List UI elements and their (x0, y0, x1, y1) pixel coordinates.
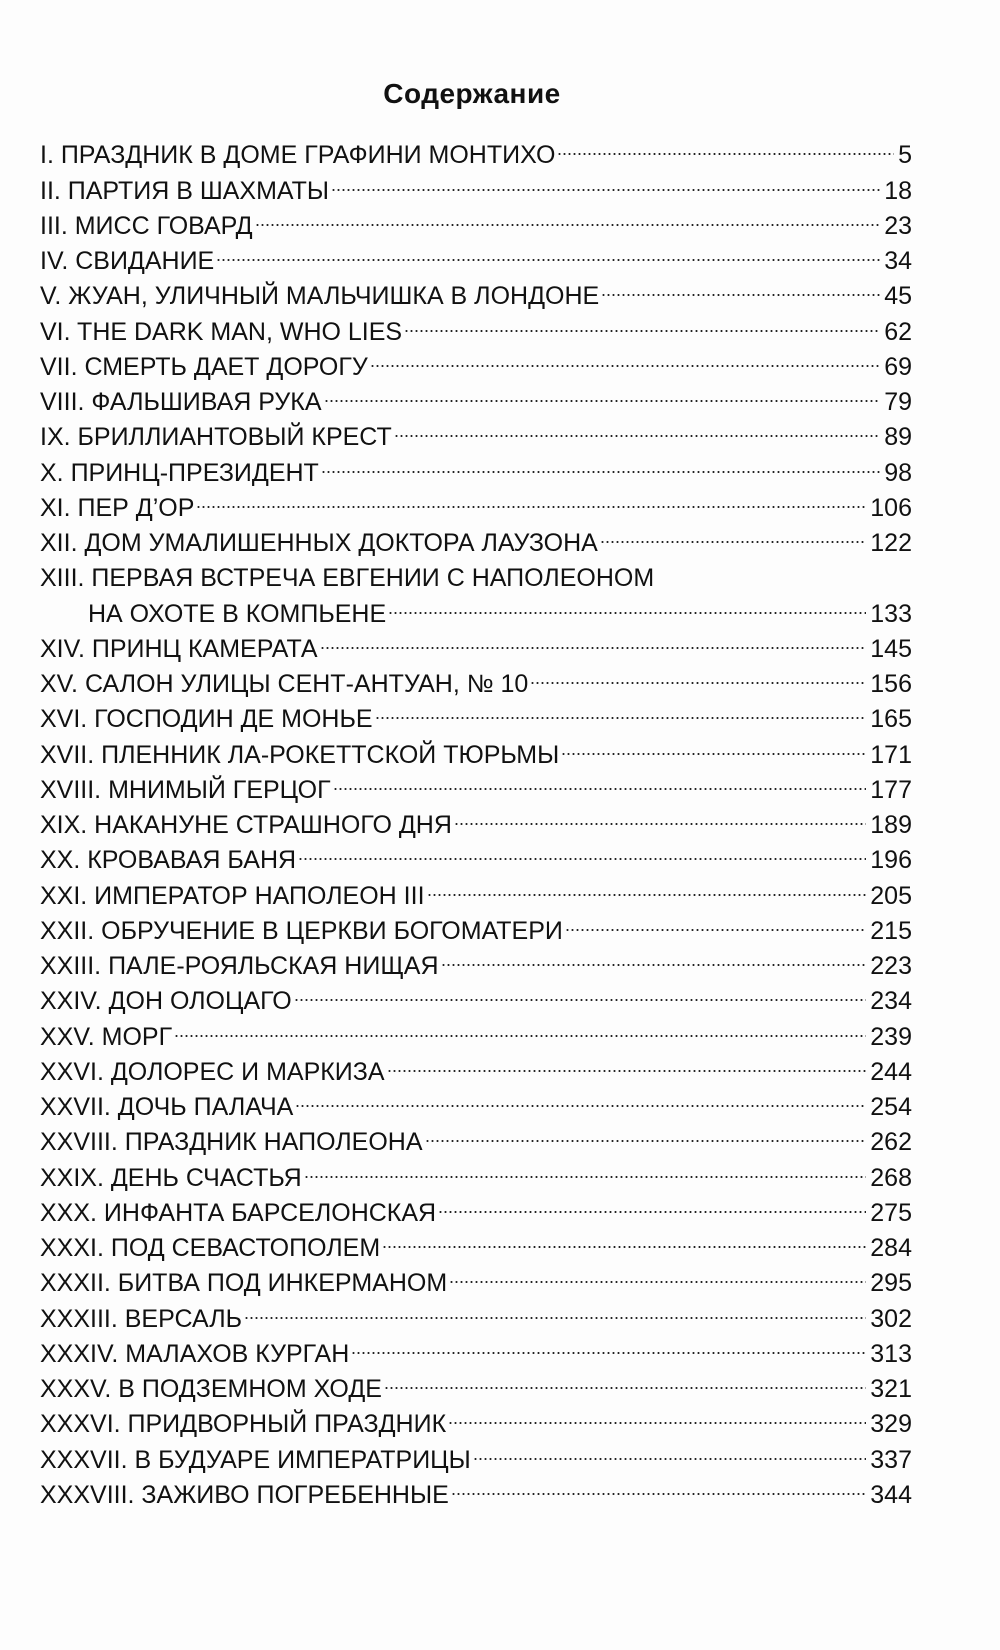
dot-leader (601, 269, 880, 304)
toc-entry-page-number: 254 (870, 1093, 912, 1121)
toc-entry-title: XXXIV. МАЛАХОВ КУРГАН (40, 1339, 350, 1368)
toc-entry-title: XIV. ПРИНЦ КАМЕРАТА (40, 634, 318, 663)
dot-leader (600, 516, 866, 551)
dot-leader (425, 1115, 867, 1150)
toc-entry-page-number: 122 (870, 529, 912, 557)
dot-leader (351, 1327, 866, 1362)
toc-entry-title: XXIX. ДЕНЬ СЧАСТЬЯ (40, 1163, 302, 1192)
toc-entry-page-number: 98 (884, 458, 912, 487)
toc-entry-page-number: 156 (870, 670, 912, 698)
page-title: Содержание (383, 78, 561, 109)
toc-entry-title: XXXIII. ВЕРСАЛЬ (40, 1304, 243, 1333)
toc-entry-title: VI. THE DARK MAN, WHO LIES (40, 317, 403, 346)
dot-leader (427, 868, 867, 903)
dot-leader (441, 939, 867, 974)
toc-entry-page-number: 205 (870, 881, 912, 910)
toc-entry-title: XXX. ИНФАНТА БАРСЕЛОНСКАЯ (40, 1198, 437, 1227)
dot-leader (333, 763, 867, 798)
toc-entry-page-number: 234 (870, 987, 912, 1016)
dot-leader (320, 622, 867, 657)
toc-entry-title: XXI. ИМПЕРАТОР НАПОЛЕОН III (40, 881, 425, 910)
dot-leader (216, 234, 880, 269)
toc-entry-title: XV. САЛОН УЛИЦЫ СЕНТ-АНТУАН, № 10 (40, 670, 529, 698)
dot-leader (244, 1291, 866, 1326)
toc-entry-page-number: 79 (884, 388, 912, 416)
dot-leader (656, 551, 908, 586)
toc-entry-title: XIII. ПЕРВАЯ ВСТРЕЧА ЕВГЕНИИ С НАПОЛЕОНОМ (40, 564, 655, 593)
toc-entry-page-number: 223 (870, 952, 912, 980)
dot-leader (321, 445, 880, 480)
toc-entry-title: XX. КРОВАВАЯ БАНЯ (40, 846, 297, 875)
toc-entry-title: VII. СМЕРТЬ ДАЕТ ДОРОГУ (40, 352, 368, 381)
toc-entry-page-number: 5 (898, 141, 912, 170)
dot-leader (388, 586, 866, 621)
toc-entry-title: XVII. ПЛЕННИК ЛА-РОКЕТТСКОЙ ТЮРЬМЫ (40, 740, 560, 769)
toc-entry-title: IV. СВИДАНИЕ (40, 247, 215, 275)
dot-leader (530, 657, 866, 692)
toc-entry-page-number: 337 (870, 1445, 912, 1474)
dot-leader (557, 128, 894, 163)
toc-entry-title: XVIII. МНИМЫЙ ГЕРЦОГ (40, 775, 331, 804)
toc-entry-title: XXXI. ПОД СЕВАСТОПОЛЕМ (40, 1234, 381, 1262)
toc-entry-title: X. ПРИНЦ-ПРЕЗИДЕНТ (40, 458, 319, 487)
toc-entry-page-number: 133 (870, 599, 912, 628)
dot-leader (448, 1397, 866, 1432)
toc-entry-page-number: 329 (870, 1410, 912, 1439)
dot-leader (438, 1186, 866, 1221)
toc-entry-page-number: 321 (870, 1375, 912, 1403)
toc-entry-page-number: 239 (870, 1022, 912, 1051)
dot-leader (174, 1009, 866, 1044)
toc-entry-page-number: 69 (884, 352, 912, 381)
dot-leader (394, 410, 880, 445)
toc-entry-title: XVI. ГОСПОДИН ДЕ МОНЬЕ (40, 705, 373, 734)
toc-entry-title: XXIV. ДОН ОЛОЦАГО (40, 987, 292, 1016)
toc-entry-page-number: 171 (870, 740, 912, 769)
table-of-contents (40, 128, 912, 1509)
toc-entry-page-number: 177 (870, 775, 912, 804)
toc-entry-title: XXIII. ПАЛЕ-РОЯЛЬСКАЯ НИЩАЯ (40, 952, 439, 980)
toc-entry-page-number: 313 (870, 1339, 912, 1368)
toc-entry-page-number: 34 (884, 247, 912, 275)
toc-entry-page-number: 295 (870, 1269, 912, 1298)
toc-entry-title: IX. БРИЛЛИАНТОВЫЙ КРЕСТ (40, 423, 392, 452)
dot-leader (255, 199, 881, 234)
toc-entry (40, 128, 912, 170)
dot-leader (404, 304, 880, 339)
toc-entry-title: XIX. НАКАНУНЕ СТРАШНОГО ДНЯ (40, 811, 452, 839)
dot-leader (473, 1432, 866, 1467)
toc-entry-title: III. МИСС ГОВАРД (40, 211, 253, 240)
dot-leader (565, 904, 866, 939)
toc-entry-page-number: 189 (870, 811, 912, 839)
toc-entry-page-number: 106 (870, 493, 912, 522)
toc-entry-title: VIII. ФАЛЬШИВАЯ РУКА (40, 388, 322, 416)
toc-entry-page-number: 45 (884, 282, 912, 311)
toc-entry-title: XI. ПЕР Д’ОР (40, 493, 195, 522)
toc-entry-page-number: 145 (870, 634, 912, 663)
toc-entry-title: XXVIII. ПРАЗДНИК НАПОЛЕОНА (40, 1128, 423, 1157)
dot-leader (370, 340, 880, 375)
dot-leader (304, 1150, 867, 1185)
toc-entry-page-number: 23 (884, 211, 912, 240)
dot-leader (384, 1362, 866, 1397)
toc-entry-page-number: 165 (870, 705, 912, 734)
toc-entry-page-number: 244 (870, 1057, 912, 1086)
dot-leader (331, 163, 880, 198)
toc-entry-title: XXXII. БИТВА ПОД ИНКЕРМАНОМ (40, 1269, 448, 1298)
dot-leader (294, 974, 867, 1009)
toc-entry-title: XXXVIII. ЗАЖИВО ПОГРЕБЕННЫЕ (40, 1480, 449, 1509)
dot-leader (196, 481, 866, 516)
dot-leader (454, 798, 866, 833)
toc-entry-title: НА ОХОТЕ В КОМПЬЕНЕ (88, 599, 387, 628)
dot-leader (295, 1080, 866, 1115)
dot-leader (387, 1045, 867, 1080)
toc-entry-page-number: 268 (870, 1163, 912, 1192)
toc-entry-title: I. ПРАЗДНИК В ДОМЕ ГРАФИНИ МОНТИХО (40, 141, 556, 170)
dot-leader (298, 833, 866, 868)
toc-entry-page-number: 275 (870, 1198, 912, 1227)
dot-leader (382, 1221, 866, 1256)
toc-entry-page-number: 18 (884, 176, 912, 205)
toc-entry-title: V. ЖУАН, УЛИЧНЫЙ МАЛЬЧИШКА В ЛОНДОНЕ (40, 282, 600, 311)
dot-leader (324, 375, 881, 410)
toc-entry-title: XXVI. ДОЛОРЕС И МАРКИЗА (40, 1057, 385, 1086)
toc-entry-page-number: 62 (884, 317, 912, 346)
toc-entry-page-number: 215 (870, 916, 912, 945)
toc-entry-page-number: 344 (870, 1480, 912, 1509)
dot-leader (449, 1256, 866, 1291)
toc-entry-title: XXVII. ДОЧЬ ПАЛАЧА (40, 1093, 294, 1121)
toc-entry-title: II. ПАРТИЯ В ШАХМАТЫ (40, 176, 330, 205)
toc-entry-title: XXII. ОБРУЧЕНИЕ В ЦЕРКВИ БОГОМАТЕРИ (40, 916, 563, 945)
toc-entry-page-number: 302 (870, 1304, 912, 1333)
dot-leader (561, 727, 866, 762)
dot-leader (375, 692, 867, 727)
toc-entry-page-number: 262 (870, 1128, 912, 1157)
toc-entry-page-number: 284 (870, 1234, 912, 1262)
toc-entry-title: XXV. МОРГ (40, 1022, 173, 1051)
toc-entry-title: XXXVII. В БУДУАРЕ ИМПЕРАТРИЦЫ (40, 1445, 471, 1474)
toc-entry-title: XII. ДОМ УМАЛИШЕННЫХ ДОКТОРА ЛАУЗОНА (40, 529, 598, 557)
dot-leader (451, 1468, 866, 1503)
toc-entry-title: XXXV. В ПОДЗЕМНОМ ХОДЕ (40, 1375, 382, 1403)
toc-entry-page-number: 89 (884, 423, 912, 452)
toc-entry-page-number: 196 (870, 846, 912, 875)
toc-entry-title: XXXVI. ПРИДВОРНЫЙ ПРАЗДНИК (40, 1410, 447, 1439)
